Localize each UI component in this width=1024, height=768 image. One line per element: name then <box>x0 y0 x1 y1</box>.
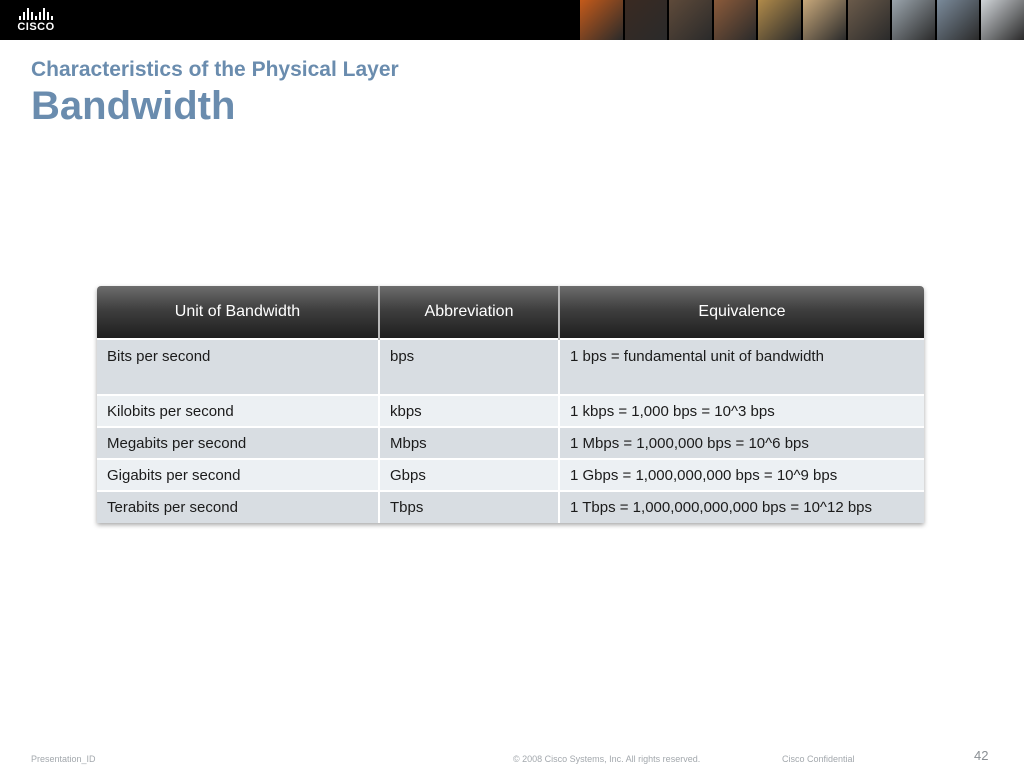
footer-confidential: Cisco Confidential <box>782 754 855 764</box>
table-row <box>97 427 924 459</box>
cell-abbreviation: Tbps <box>379 491 559 523</box>
cell-unit: Terabits per second <box>97 491 379 523</box>
header-photo <box>937 0 980 40</box>
header-photo <box>803 0 846 40</box>
column-header-equivalence: Equivalence <box>559 286 924 339</box>
header-photo <box>758 0 801 40</box>
table-header-row <box>97 286 924 339</box>
cell-unit: Bits per second <box>97 339 379 395</box>
header-photo <box>669 0 712 40</box>
header-photo <box>714 0 757 40</box>
slide-title: Bandwidth <box>31 84 236 128</box>
cell-abbreviation: Gbps <box>379 459 559 491</box>
footer-presentation-id: Presentation_ID <box>31 754 96 764</box>
slide-subtitle: Characteristics of the Physical Layer <box>31 58 399 81</box>
header-photo <box>580 0 623 40</box>
cell-equivalence: 1 Gbps = 1,000,000,000 bps = 10^9 bps <box>559 459 924 491</box>
cell-abbreviation: Mbps <box>379 427 559 459</box>
table-row <box>97 339 924 395</box>
cisco-logo-bars-icon <box>19 8 53 20</box>
table-row <box>97 395 924 427</box>
cell-abbreviation: kbps <box>379 395 559 427</box>
cell-equivalence: 1 kbps = 1,000 bps = 10^3 bps <box>559 395 924 427</box>
cell-equivalence: 1 Mbps = 1,000,000 bps = 10^6 bps <box>559 427 924 459</box>
bandwidth-table <box>97 286 924 523</box>
header-photo <box>848 0 891 40</box>
table-row <box>97 459 924 491</box>
cell-equivalence: 1 Tbps = 1,000,000,000,000 bps = 10^12 bps <box>559 491 924 523</box>
cisco-logo-text: CISCO <box>17 20 55 33</box>
cell-unit: Gigabits per second <box>97 459 379 491</box>
footer-copyright: © 2008 Cisco Systems, Inc. All rights reserved. <box>513 754 701 764</box>
header-photo <box>981 0 1024 40</box>
header-photo <box>625 0 668 40</box>
cell-unit: Megabits per second <box>97 427 379 459</box>
header-photo <box>892 0 935 40</box>
cell-abbreviation: bps <box>379 339 559 395</box>
column-header-abbreviation: Abbreviation <box>379 286 559 339</box>
cell-unit: Kilobits per second <box>97 395 379 427</box>
column-header-unit: Unit of Bandwidth <box>97 286 379 339</box>
header-band <box>0 0 1024 40</box>
header-photo-strip <box>580 0 1024 40</box>
table-row <box>97 491 924 523</box>
cisco-logo <box>0 0 72 40</box>
cell-equivalence: 1 bps = fundamental unit of bandwidth <box>559 339 924 395</box>
page-number: 42 <box>974 748 989 763</box>
